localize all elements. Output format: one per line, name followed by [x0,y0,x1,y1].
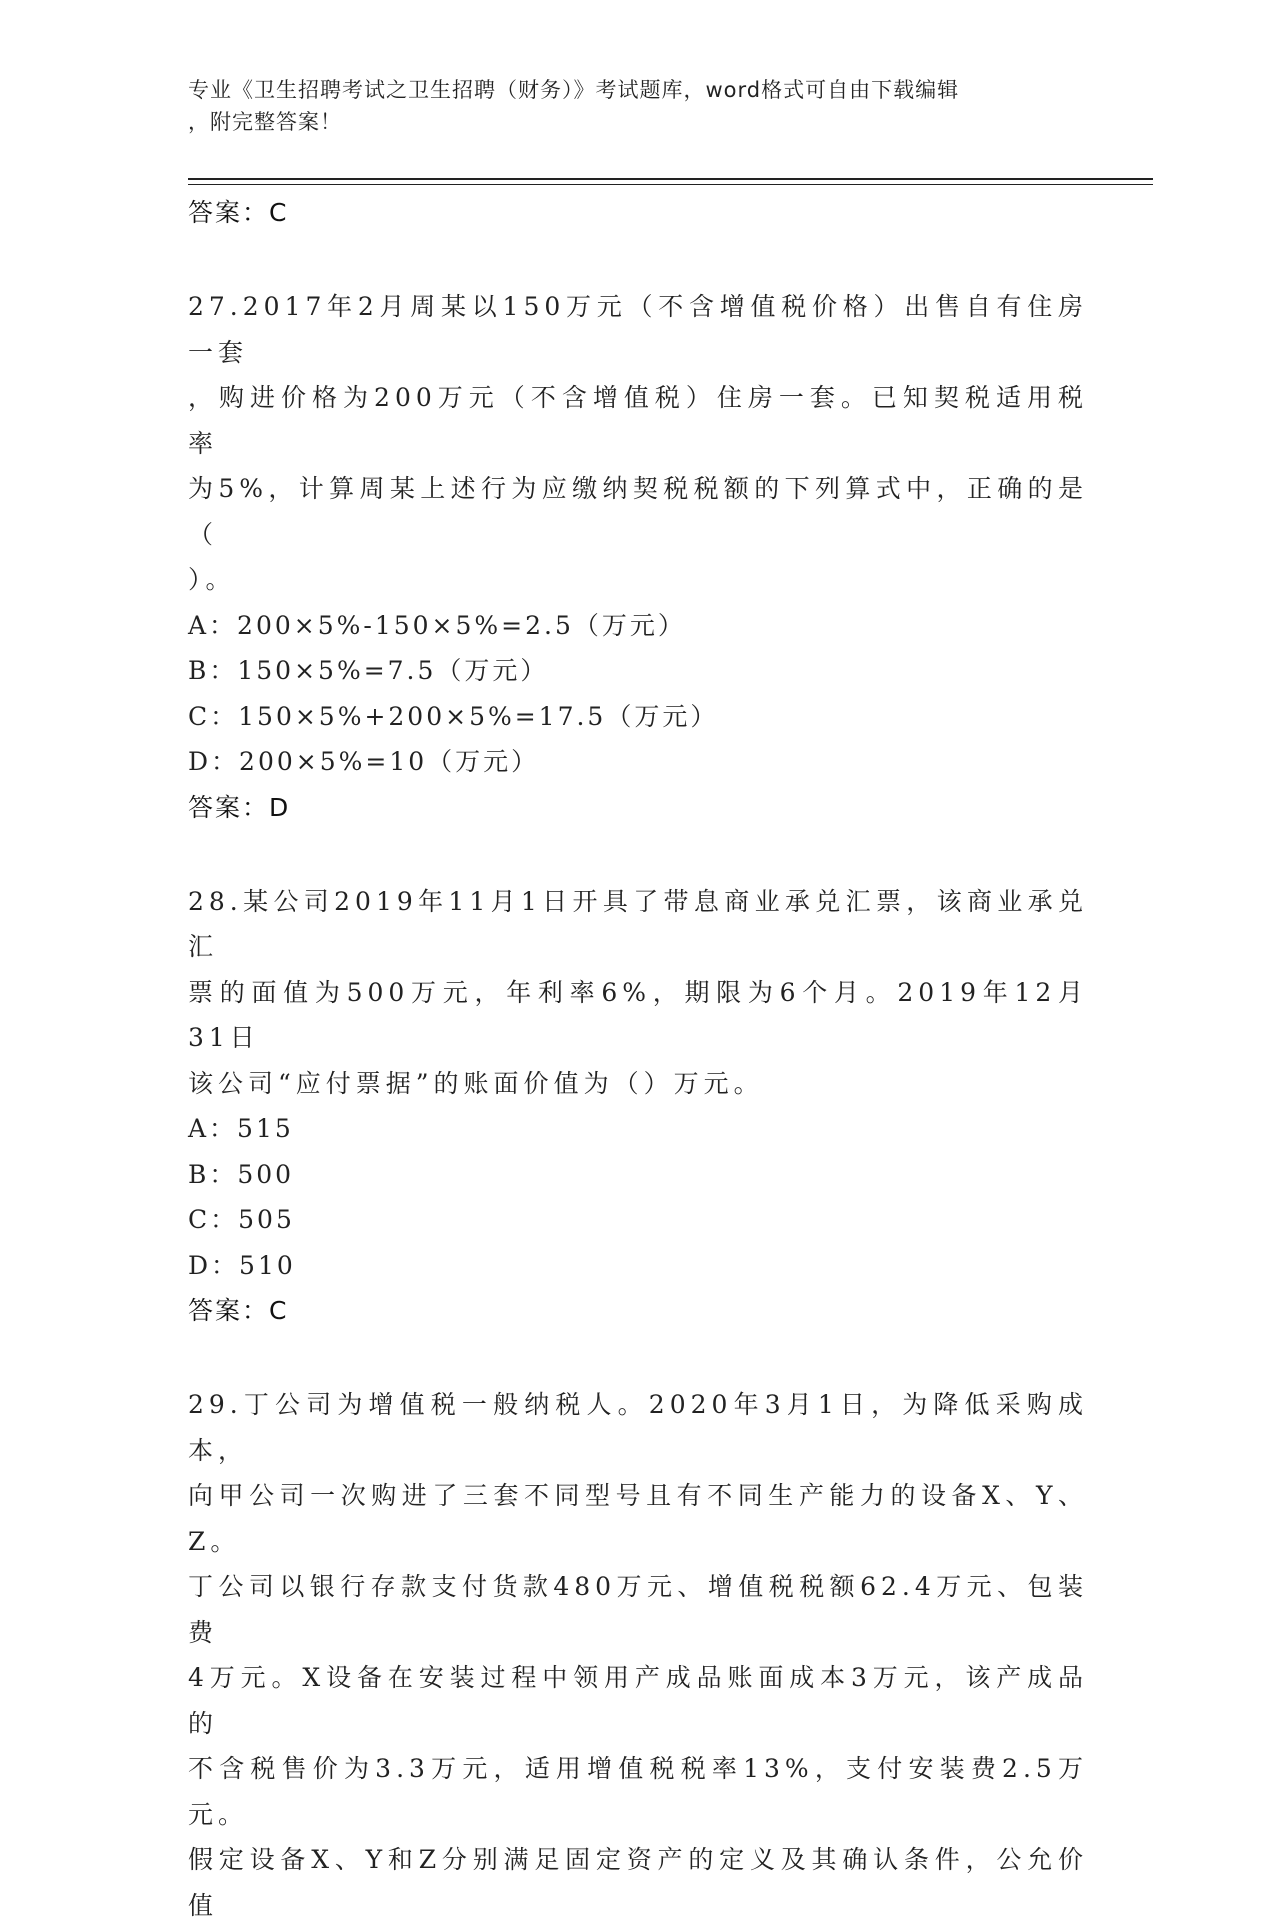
question-29-stem [188,1382,1088,1928]
stem-line: 票的面值为500万元，年利率6%，期限为6个月。2019年12月31日 [188,977,1088,1052]
question-28 [188,879,1088,1335]
question-27 [188,284,1088,831]
stem-line: 丁公司以银行存款支付货款480万元、增值税税额62.4万元、包装费 [188,1572,1088,1647]
answer-previous-question: 答案：C [188,198,289,227]
stem-line: 假定设备X、Y和Z分别满足固定资产的定义及其确认条件，公允价值 [188,1845,1088,1920]
stem-line: 为5%，计算周某上述行为应缴纳契税税额的下列算式中，正确的是（ [188,474,1088,549]
question-28-answer: 答案：C [188,1296,289,1325]
option-c: C：150×5%+200×5%=17.5（万元） [188,701,719,731]
option-d: D：510 [188,1250,296,1280]
option-c: C：505 [188,1205,295,1234]
question-28-stem [188,879,1088,1107]
stem-line: 27.2017年2月周某以150万元（不含增值税价格）出售自有住房一套 [188,292,1088,367]
question-29 [188,1382,1088,1928]
question-27-stem [188,284,1088,603]
stem-line: 29.丁公司为增值税一般纳税人。2020年3月1日，为降低采购成本， [188,1390,1088,1465]
stem-line: 28.某公司2019年11月1日开具了带息商业承兑汇票，该商业承兑汇 [188,886,1088,961]
question-27-answer: 答案：D [188,792,291,822]
option-d: D：200×5%=10（万元） [188,747,540,776]
stem-line: 不含税售价为3.3万元，适用增值税税率13%，支付安装费2.5万元。 [188,1754,1088,1829]
header-divider [188,178,1153,185]
spacer [188,236,1088,284]
stem-line: 向甲公司一次购进了三套不同型号且有不同生产能力的设备X、Y、Z。 [188,1481,1088,1556]
header-line-1: 专业《卫生招聘考试之卫生招聘（财务）》考试题库，word格式可自由下载编辑 [188,78,960,102]
spacer [188,1334,1088,1382]
option-b: B：500 [188,1159,295,1189]
option-a: A：200×5%-150×5%=2.5（万元） [188,610,686,640]
stem-line: 该公司“应付票据”的账面价值为（）万元。 [188,1068,764,1098]
stem-line: ，购进价格为200万元（不含增值税）住房一套。已知契税适用税率 [188,383,1088,458]
document-body [188,190,1088,1928]
option-b: B：150×5%=7.5（万元） [188,656,549,685]
page-header [188,74,1088,138]
spacer [188,831,1088,879]
header-line-2: ，附完整答案！ [188,110,342,134]
option-a: A：515 [188,1114,294,1143]
stem-line: 4万元。X设备在安装过程中领用产成品账面成本3万元，该产成品的 [188,1663,1088,1738]
stem-line: ）。 [188,565,236,594]
